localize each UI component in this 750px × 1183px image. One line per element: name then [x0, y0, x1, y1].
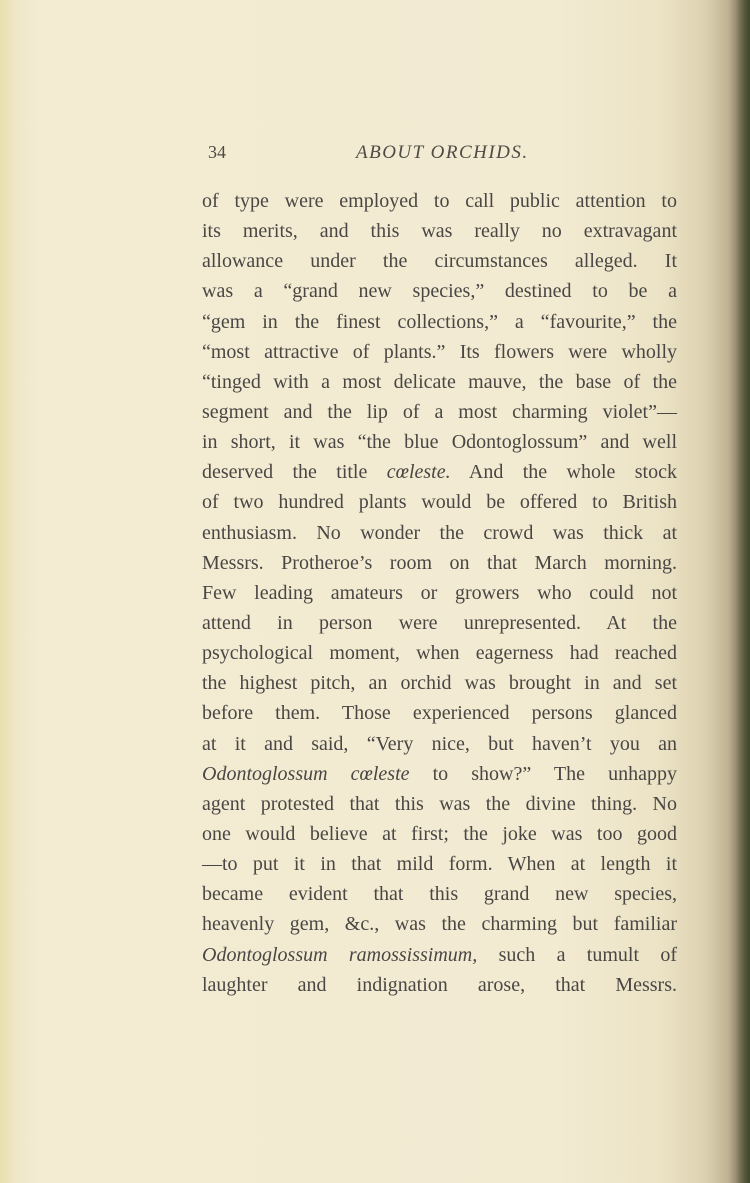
body-text: [202, 186, 677, 1000]
text-line: [202, 759, 677, 789]
italic-term: Odontoglossum cœleste: [202, 762, 410, 785]
text-line: was a “grand new species,” destined to be a: [202, 280, 677, 303]
text-line: Messrs. Protheroe’s room on that March morning.: [202, 551, 677, 574]
text-line: allowance under the circumstances alleged. It: [202, 250, 677, 273]
text-line: of two hundred plants would be offered to British: [202, 491, 677, 514]
text-line: “gem in the finest collections,” a “favourite,” the: [202, 310, 677, 333]
text-line: laughter and indignation arose, that Messrs.: [202, 973, 677, 996]
page-header: [208, 142, 678, 172]
text-line: became evident that this grand new species,: [202, 883, 677, 906]
italic-term: Odontoglossum ramossissimum,: [202, 943, 478, 966]
text-line: Few leading amateurs or growers who could not: [202, 581, 677, 604]
text-line: agent protested that this was the divine thing. No: [202, 792, 677, 815]
text-line: the highest pitch, an orchid was brought in and set: [202, 672, 677, 695]
text-line: heavenly gem, &c., was the charming but familiar: [202, 913, 677, 936]
text-line: at it and said, “Very nice, but haven’t you an: [202, 732, 677, 755]
text-line: of type were employed to call public attention to: [202, 190, 677, 212]
text-span: to show?” The unhappy: [409, 762, 677, 785]
text-line: —to put it in that mild form. When at length it: [202, 853, 677, 876]
text-line: “tinged with a most delicate mauve, the base of the: [202, 370, 677, 393]
text-line: [202, 457, 677, 487]
text-line: attend in person were unrepresented. At the: [202, 611, 677, 634]
text-line: before them. Those experienced persons glanced: [202, 702, 677, 725]
text-line: psychological moment, when eagerness had reached: [202, 642, 677, 665]
text-line: segment and the lip of a most charming violet”—: [202, 400, 677, 423]
text-line: its merits, and this was really no extravagant: [202, 220, 677, 243]
page-number: 34: [208, 142, 226, 162]
text-span: deserved the title: [202, 461, 387, 484]
text-line: “most attractive of plants.” Its flowers were wholly: [202, 340, 677, 363]
text-line: enthusiasm. No wonder the crowd was thick at: [202, 521, 677, 544]
running-head: ABOUT ORCHIDS.: [356, 142, 529, 163]
italic-term: cœleste.: [386, 461, 451, 484]
text-line: in short, it was “the blue Odontoglossum” and well: [202, 431, 677, 454]
text-span: such a tumult of: [477, 943, 677, 966]
text-line: [202, 940, 677, 970]
text-line: one would believe at first; the joke was too good: [202, 822, 677, 845]
text-span: And the whole stock: [450, 461, 677, 484]
